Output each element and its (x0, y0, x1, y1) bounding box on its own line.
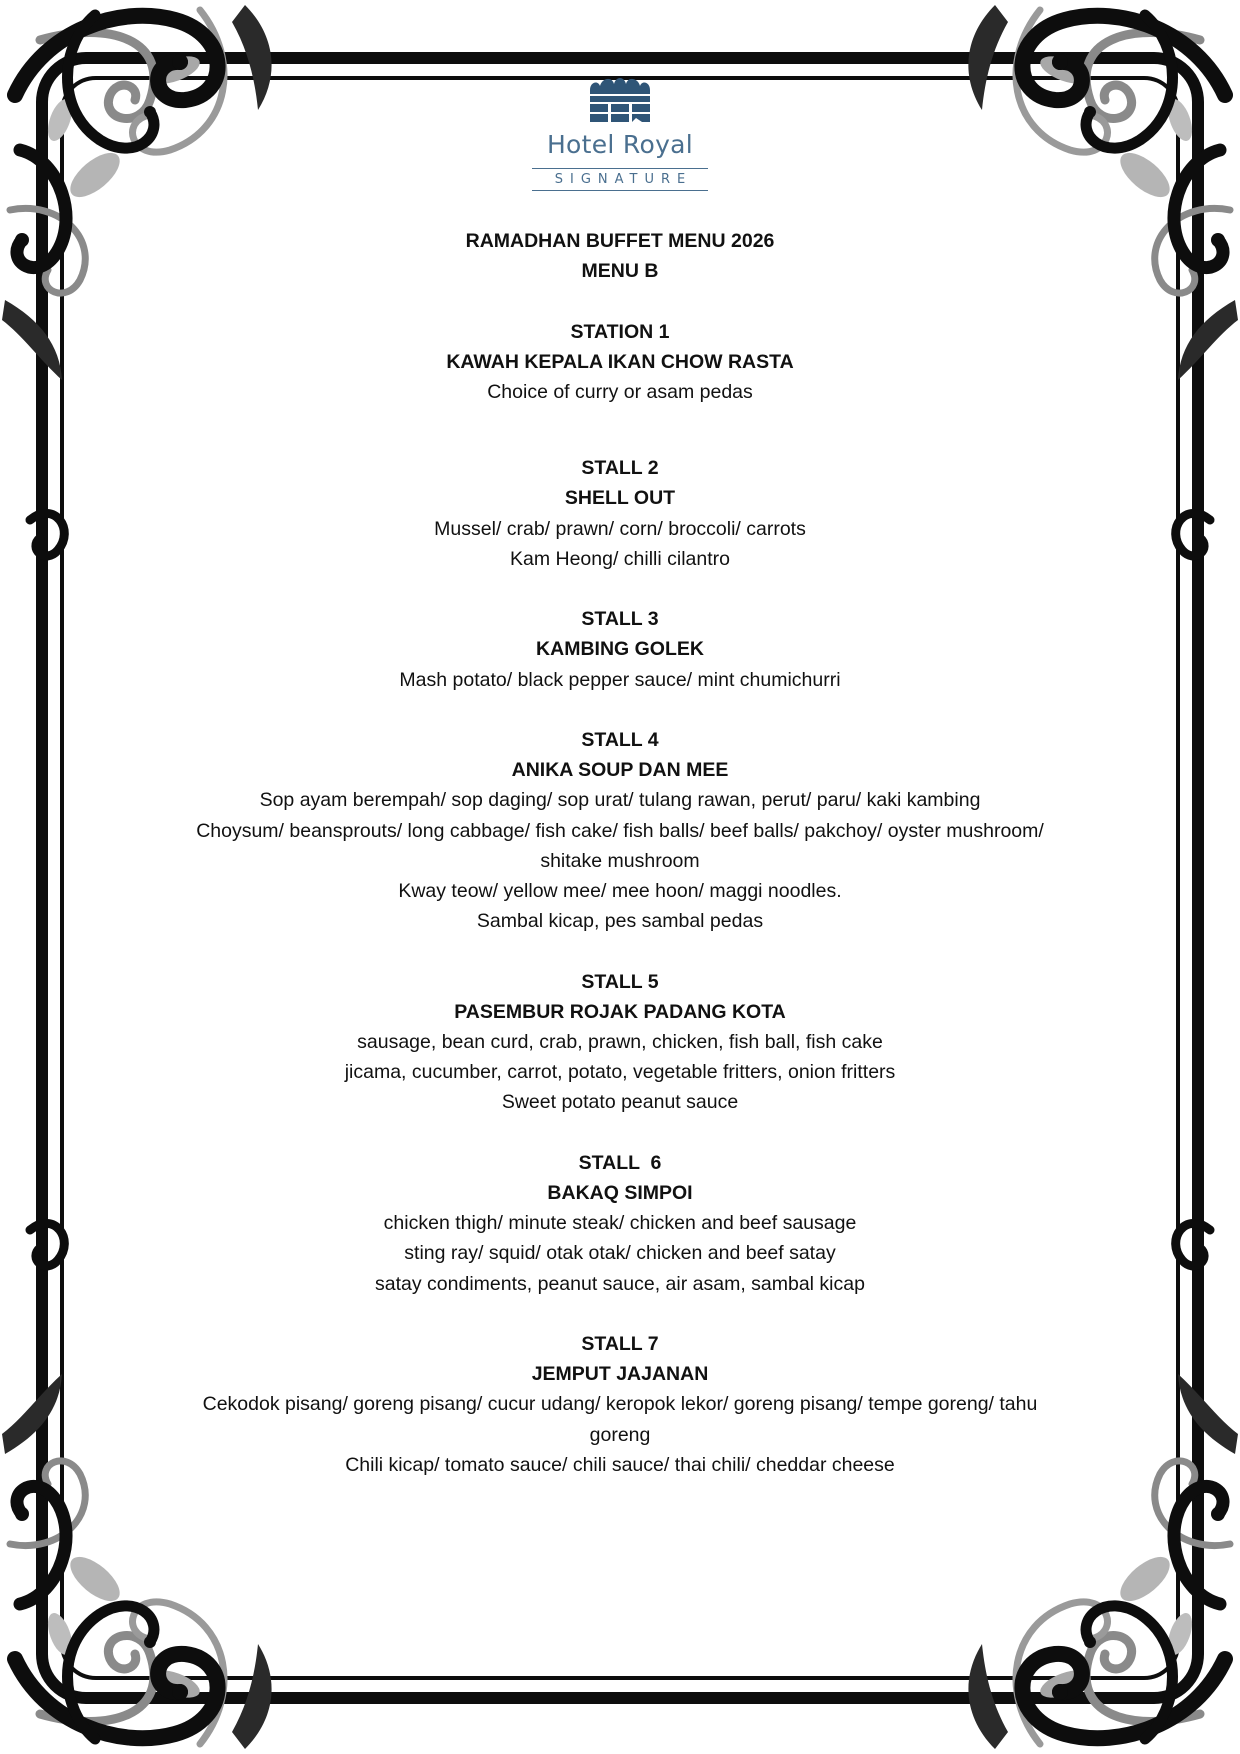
brand-rule-top (532, 168, 708, 169)
section-line: sting ray/ squid/ otak otak/ chicken and beef satay (404, 1242, 836, 1265)
section-line: Choysum/ beansprouts/ long cabbage/ fish cake/ fish balls/ beef balls/ pakchoy/ oyster mushroom/ (196, 819, 1044, 842)
section-label: STALL 4 (581, 729, 659, 751)
brand-name: Hotel Royal (546, 130, 694, 159)
section-line: Kway teow/ yellow mee/ mee hoon/ maggi noodles. (398, 880, 842, 903)
section-dish-name: JEMPUT JAJANAN (531, 1363, 709, 1386)
menu-title: RAMADHAN BUFFET MENU 2026 (465, 230, 775, 252)
section-line: Cekodok pisang/ goreng pisang/ cucur udang/ keropok lekor/ goreng pisang/ tempe goreng/ tahu (202, 1393, 1038, 1416)
section-dish-name: ANIKA SOUP DAN MEE (511, 759, 729, 782)
section-label: STALL 5 (581, 970, 659, 993)
section-label: STALL 2 (581, 457, 659, 480)
section-dish-name: SHELL OUT (564, 487, 676, 510)
menu-section-stall-2 (150, 453, 1090, 574)
brand-rule-bottom (532, 190, 708, 191)
section-dish-name: BAKAQ SIMPOI (547, 1182, 693, 1205)
menu-section-stall-6 (150, 1148, 1090, 1299)
section-label: STALL 7 (581, 1333, 659, 1356)
menu-section-station-1 (150, 317, 1090, 408)
menu-section-stall-4 (150, 725, 1090, 936)
section-line: Mash potato/ black pepper sauce/ mint chumichurri (399, 668, 841, 691)
section-dish-name: PASEMBUR ROJAK PADANG KOTA (454, 1000, 786, 1023)
menu-section-stall-5 (150, 967, 1090, 1118)
section-line: jicama, cucumber, carrot, potato, vegetable fritters, onion fritters (344, 1061, 896, 1084)
section-line: satay condiments, peanut sauce, air asam, sambal kicap (375, 1272, 865, 1295)
menu-section-stall-3 (150, 604, 1090, 695)
menu-section-stall-7 (150, 1329, 1090, 1480)
menu-content (150, 226, 1090, 1480)
section-line: goreng (589, 1423, 651, 1446)
hotel-logo (520, 74, 720, 194)
section-line: sausage, bean curd, crab, prawn, chicken, fish ball, fish cake (357, 1031, 883, 1054)
section-line: chicken thigh/ minute steak/ chicken and beef sausage (383, 1212, 857, 1235)
menu-subtitle: MENU B (581, 260, 659, 283)
brand-tagline: SIGNATURE (554, 172, 693, 187)
section-line: Kam Heong/ chilli cilantro (509, 547, 730, 570)
section-label: STALL 3 (581, 608, 659, 631)
section-label: STALL 6 (578, 1151, 662, 1174)
section-line: Sop ayam berempah/ sop daging/ sop urat/ tulang rawan, perut/ paru/ kaki kambing (259, 789, 981, 812)
section-line: Mussel/ crab/ prawn/ corn/ broccoli/ carrots (434, 517, 806, 540)
section-dish-name: KAWAH KEPALA IKAN CHOW RASTA (446, 350, 794, 373)
section-line: Sweet potato peanut sauce (501, 1091, 739, 1114)
crown-icon (586, 74, 654, 124)
section-line: shitake mushroom (540, 849, 700, 872)
section-line: Chili kicap/ tomato sauce/ chili sauce/ thai chili/ cheddar cheese (345, 1453, 895, 1476)
section-label: STATION 1 (570, 320, 670, 343)
section-line: Choice of curry or asam pedas (487, 381, 753, 403)
section-dish-name: KAMBING GOLEK (536, 638, 704, 661)
section-line: Sambal kicap, pes sambal pedas (476, 910, 764, 933)
